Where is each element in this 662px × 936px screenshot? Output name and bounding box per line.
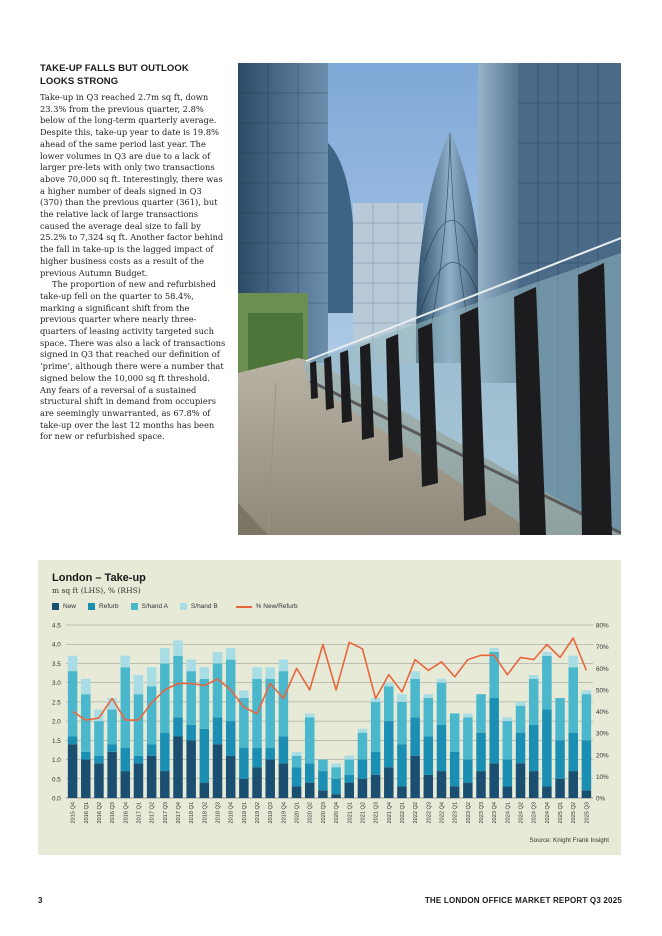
bar-new [121, 771, 130, 798]
bar-s-hand-b [147, 667, 156, 686]
page-number: 3 [38, 896, 43, 905]
bar-new [371, 775, 380, 798]
bar-s-hand-b [410, 671, 419, 679]
bar-new [582, 790, 591, 798]
bar-refurb [476, 733, 485, 771]
y-right-tick-label: 80% [596, 622, 609, 630]
x-tick-label: 2018 Q1 [189, 802, 196, 824]
bar-s-hand-b [529, 675, 538, 679]
bar-refurb [160, 733, 169, 771]
bar-refurb [542, 710, 551, 787]
x-tick-label: 2017 Q2 [149, 802, 156, 824]
bar-s-hand-a [200, 679, 209, 729]
bar-refurb [147, 744, 156, 756]
take-up-chart-panel [38, 560, 621, 855]
bar-s-hand-b [160, 648, 169, 663]
y-right-tick-label: 60% [596, 665, 609, 673]
bar-new [450, 786, 459, 798]
bar-refurb [134, 756, 143, 764]
bar-s-hand-b [134, 675, 143, 694]
bar-refurb [186, 725, 195, 740]
bar-s-hand-b [305, 713, 314, 717]
bar-refurb [384, 721, 393, 767]
y-left-tick-label: 0.0 [52, 795, 61, 803]
y-right-tick-label: 50% [596, 687, 609, 695]
bar-new [265, 760, 274, 798]
bar-s-hand-a [121, 667, 130, 748]
x-tick-label: 2018 Q2 [202, 802, 209, 824]
y-left-tick-label: 2.0 [52, 718, 61, 726]
bar-s-hand-a [292, 756, 301, 768]
bar-s-hand-a [358, 733, 367, 760]
bar-refurb [292, 767, 301, 786]
bar-new [279, 763, 288, 798]
bar-new [186, 740, 195, 798]
x-tick-label: 2025 Q1 [558, 802, 565, 824]
bar-new [542, 786, 551, 798]
legend-refurb-label: Refurb [99, 603, 119, 610]
y-left-tick-label: 3.0 [52, 680, 61, 688]
bar-s-hand-b [516, 702, 525, 706]
bar-new [292, 786, 301, 798]
x-tick-label: 2024 Q3 [531, 802, 538, 824]
bar-new [489, 763, 498, 798]
bar-refurb [529, 725, 538, 771]
bar-s-hand-a [305, 717, 314, 763]
legend-shand-a-label: S/hand A [141, 603, 168, 610]
bar-s-hand-b [437, 679, 446, 683]
x-tick-label: 2022 Q3 [426, 802, 433, 824]
article-heading: TAKE-UP FALLS BUT OUTLOOK LOOKS STRONG [40, 63, 189, 87]
bar-refurb [331, 779, 340, 794]
x-tick-label: 2019 Q3 [268, 802, 275, 824]
bar-new [424, 775, 433, 798]
y-left-tick-label: 1.5 [52, 737, 61, 745]
x-tick-label: 2016 Q4 [123, 802, 130, 824]
bar-refurb [503, 760, 512, 787]
bar-s-hand-a [476, 694, 485, 732]
city-photo-illustration [238, 63, 621, 535]
bar-s-hand-b [463, 713, 472, 717]
bar-refurb [265, 748, 274, 760]
bar-s-hand-a [384, 687, 393, 722]
bar-new [226, 756, 235, 798]
x-tick-label: 2018 Q3 [215, 802, 222, 824]
bar-s-hand-b [345, 756, 354, 760]
bar-s-hand-b [81, 679, 90, 694]
bar-s-hand-a [529, 679, 538, 725]
bar-s-hand-b [489, 648, 498, 652]
bar-s-hand-a [424, 698, 433, 736]
bar-new [81, 760, 90, 798]
bar-refurb [582, 740, 591, 790]
bar-s-hand-b [173, 640, 182, 655]
x-tick-label: 2022 Q4 [439, 802, 446, 824]
x-tick-label: 2025 Q2 [571, 802, 578, 824]
bar-s-hand-a [134, 694, 143, 756]
bar-s-hand-b [542, 652, 551, 656]
bar-refurb [226, 721, 235, 756]
bar-s-hand-b [68, 656, 77, 671]
bar-refurb [318, 771, 327, 790]
y-left-tick-label: 4.0 [52, 641, 61, 649]
bar-s-hand-a [555, 698, 564, 740]
bar-s-hand-b [121, 656, 130, 668]
x-tick-label: 2018 Q4 [228, 802, 235, 824]
bar-new [516, 763, 525, 798]
bar-new [384, 767, 393, 798]
bar-new [173, 736, 182, 798]
bar-s-hand-b [384, 683, 393, 687]
report-title: THE LONDON OFFICE MARKET REPORT Q3 2025 [424, 896, 622, 905]
bar-s-hand-b [265, 667, 274, 679]
bar-s-hand-a [239, 698, 248, 748]
bar-new [503, 786, 512, 798]
bar-s-hand-a [345, 760, 354, 775]
bar-s-hand-b [358, 729, 367, 733]
bar-s-hand-a [173, 656, 182, 718]
legend-shand-b-label: S/hand B [190, 603, 218, 610]
bar-new [463, 783, 472, 798]
bar-refurb [121, 748, 130, 771]
x-tick-label: 2019 Q1 [241, 802, 248, 824]
bar-refurb [358, 760, 367, 779]
bar-s-hand-a [160, 663, 169, 732]
y-right-tick-label: 0% [596, 795, 606, 803]
x-tick-label: 2019 Q4 [281, 802, 288, 824]
bar-new [94, 763, 103, 798]
bar-new [147, 756, 156, 798]
take-up-chart [38, 560, 621, 855]
y-right-tick-label: 40% [596, 709, 609, 716]
bar-s-hand-b [200, 667, 209, 679]
x-tick-label: 2024 Q1 [505, 802, 512, 824]
bar-s-hand-a [542, 656, 551, 710]
bar-s-hand-b [424, 694, 433, 698]
bar-refurb [555, 740, 564, 778]
bar-new [476, 771, 485, 798]
bar-refurb [463, 760, 472, 783]
bar-refurb [450, 752, 459, 787]
x-tick-label: 2024 Q2 [518, 802, 525, 824]
bar-new [68, 744, 77, 798]
bar-s-hand-a [94, 721, 103, 756]
bar-s-hand-a [331, 767, 340, 779]
x-tick-label: 2016 Q3 [110, 802, 117, 824]
bar-s-hand-a [568, 667, 577, 732]
bar-refurb [173, 717, 182, 736]
x-tick-label: 2022 Q1 [399, 802, 406, 824]
chart-subtitle: m sq ft (LHS), % (RHS) [52, 586, 141, 595]
x-tick-label: 2022 Q2 [413, 802, 420, 824]
x-tick-label: 2025 Q3 [584, 802, 591, 824]
x-tick-label: 2023 Q3 [479, 802, 486, 824]
bar-refurb [410, 717, 419, 755]
bar-new [331, 794, 340, 798]
bar-new [318, 790, 327, 798]
bar-s-hand-a [371, 702, 380, 752]
bar-s-hand-b [186, 660, 195, 672]
bar-s-hand-b [213, 652, 222, 664]
article-body [40, 92, 226, 443]
bar-s-hand-a [397, 702, 406, 744]
x-tick-label: 2017 Q3 [162, 802, 169, 824]
bar-new [160, 771, 169, 798]
x-tick-label: 2017 Q4 [175, 802, 182, 824]
x-tick-label: 2021 Q3 [373, 802, 380, 824]
bar-s-hand-a [68, 671, 77, 736]
y-right-tick-label: 10% [596, 773, 609, 781]
bar-new [555, 779, 564, 798]
x-tick-label: 2021 Q1 [347, 802, 354, 824]
y-right-tick-label: 70% [596, 644, 609, 652]
bar-s-hand-a [437, 683, 446, 725]
bar-new [568, 771, 577, 798]
x-tick-label: 2020 Q2 [307, 802, 314, 824]
bar-refurb [94, 756, 103, 764]
bar-new [358, 779, 367, 798]
bar-refurb [437, 725, 446, 771]
x-tick-label: 2016 Q2 [96, 802, 103, 824]
bar-refurb [568, 733, 577, 771]
bar-new [345, 783, 354, 798]
bar-new [305, 783, 314, 798]
y-left-tick-label: 2.5 [52, 699, 61, 707]
bar-new [134, 763, 143, 798]
bar-refurb [489, 698, 498, 763]
paragraph-2: The proportion of new and refurbished take-up fell on the quarter to 58.4%, marking a significant shift from the previous quarter where nearly three-quarters of leasing activity targeted such space. There was also a lack of transactions signed in Q3 that reached our definition of ‘prime’, although there were a number that signed below the 10,000 sq ft threshold. Any fears of a reversal of a sustained structural shift in demand from occupiers are seemingly unwarranted, as 67.8% of take-up over the last 12 months has been for new or refurbished space. [40, 279, 226, 442]
bar-s-hand-a [516, 706, 525, 733]
x-tick-label: 2024 Q4 [544, 802, 551, 824]
chart-title: London – Take-up [52, 572, 146, 584]
paragraph-1: Take-up in Q3 reached 2.7m sq ft, down 23.3% from the previous quarter, 2.8% below of the long-term quarterly average. Despite this, take-up year to date is 19.8% ahead of the same period last year. The lower volumes in Q3 are due to a lack of larger pre-lets with only two transactions above 70,000 sq ft. Interestingly, there was a higher number of deals signed in Q3 (370) than the previous quarter (361), but the relative lack of large transactions caused the average deal size to fall by 25.2% to 7,324 sq ft. Another factor behind the fall in take-up is the lagged impact of higher business costs as a result of the previous Autumn Budget. [40, 92, 224, 278]
bar-s-hand-a [81, 694, 90, 752]
bar-new [107, 752, 116, 798]
bar-refurb [424, 736, 433, 774]
x-tick-label: 2015 Q4 [70, 802, 77, 824]
x-tick-label: 2023 Q1 [452, 802, 459, 824]
x-tick-label: 2020 Q4 [334, 802, 341, 824]
x-tick-label: 2020 Q3 [320, 802, 327, 824]
bar-refurb [516, 733, 525, 764]
bar-refurb [279, 736, 288, 763]
bar-refurb [252, 748, 261, 767]
bar-s-hand-b [239, 690, 248, 698]
bar-refurb [345, 775, 354, 783]
bar-refurb [107, 744, 116, 752]
bar-s-hand-a [147, 687, 156, 745]
x-tick-label: 2021 Q4 [386, 802, 393, 824]
bar-new [410, 756, 419, 798]
bar-s-hand-b [226, 648, 235, 660]
x-tick-label: 2023 Q2 [465, 802, 472, 824]
bar-new [529, 771, 538, 798]
x-tick-label: 2020 Q1 [294, 802, 301, 824]
bar-s-hand-b [397, 694, 406, 702]
chart-source: Source: Knight Frank Insight [529, 837, 609, 844]
bar-s-hand-a [107, 710, 116, 745]
bar-refurb [81, 752, 90, 760]
y-right-tick-label: 30% [596, 730, 609, 738]
bar-s-hand-b [292, 752, 301, 756]
bar-new [239, 779, 248, 798]
legend-line-label: % New/Refurb [255, 603, 298, 610]
x-tick-label: 2019 Q2 [255, 802, 262, 824]
city-photo [238, 63, 621, 535]
bar-new [252, 767, 261, 798]
bar-s-hand-a [318, 760, 327, 772]
bar-s-hand-b [568, 656, 577, 668]
bar-refurb [213, 717, 222, 744]
bar-s-hand-a [213, 663, 222, 717]
bar-s-hand-a [186, 671, 195, 725]
x-tick-label: 2021 Q2 [360, 802, 367, 824]
bar-new [213, 744, 222, 798]
bar-refurb [68, 736, 77, 744]
bar-refurb [305, 763, 314, 782]
bar-refurb [397, 744, 406, 786]
y-left-tick-label: 4.5 [52, 622, 61, 630]
bar-s-hand-a [279, 671, 288, 736]
x-tick-label: 2017 Q1 [136, 802, 143, 824]
bar-refurb [200, 729, 209, 783]
y-right-tick-label: 20% [596, 752, 609, 760]
x-tick-label: 2016 Q1 [83, 802, 90, 824]
bar-new [200, 783, 209, 798]
bar-s-hand-b [279, 660, 288, 672]
bar-refurb [371, 752, 380, 775]
x-tick-label: 2023 Q4 [492, 802, 499, 824]
bar-s-hand-b [252, 667, 261, 679]
bar-refurb [239, 748, 248, 779]
bar-s-hand-a [463, 717, 472, 759]
bar-s-hand-a [410, 679, 419, 717]
y-left-tick-label: 0.5 [52, 776, 61, 784]
bar-new [397, 786, 406, 798]
bar-s-hand-b [94, 710, 103, 722]
bar-s-hand-b [331, 763, 340, 767]
bar-s-hand-b [582, 690, 591, 694]
y-left-tick-label: 3.5 [52, 660, 61, 668]
legend-new-label: New [63, 603, 77, 610]
bar-s-hand-a [582, 694, 591, 740]
bar-s-hand-a [450, 713, 459, 751]
bar-s-hand-a [503, 721, 512, 759]
bar-s-hand-b [503, 717, 512, 721]
y-left-tick-label: 1.0 [52, 757, 61, 765]
bar-new [437, 771, 446, 798]
